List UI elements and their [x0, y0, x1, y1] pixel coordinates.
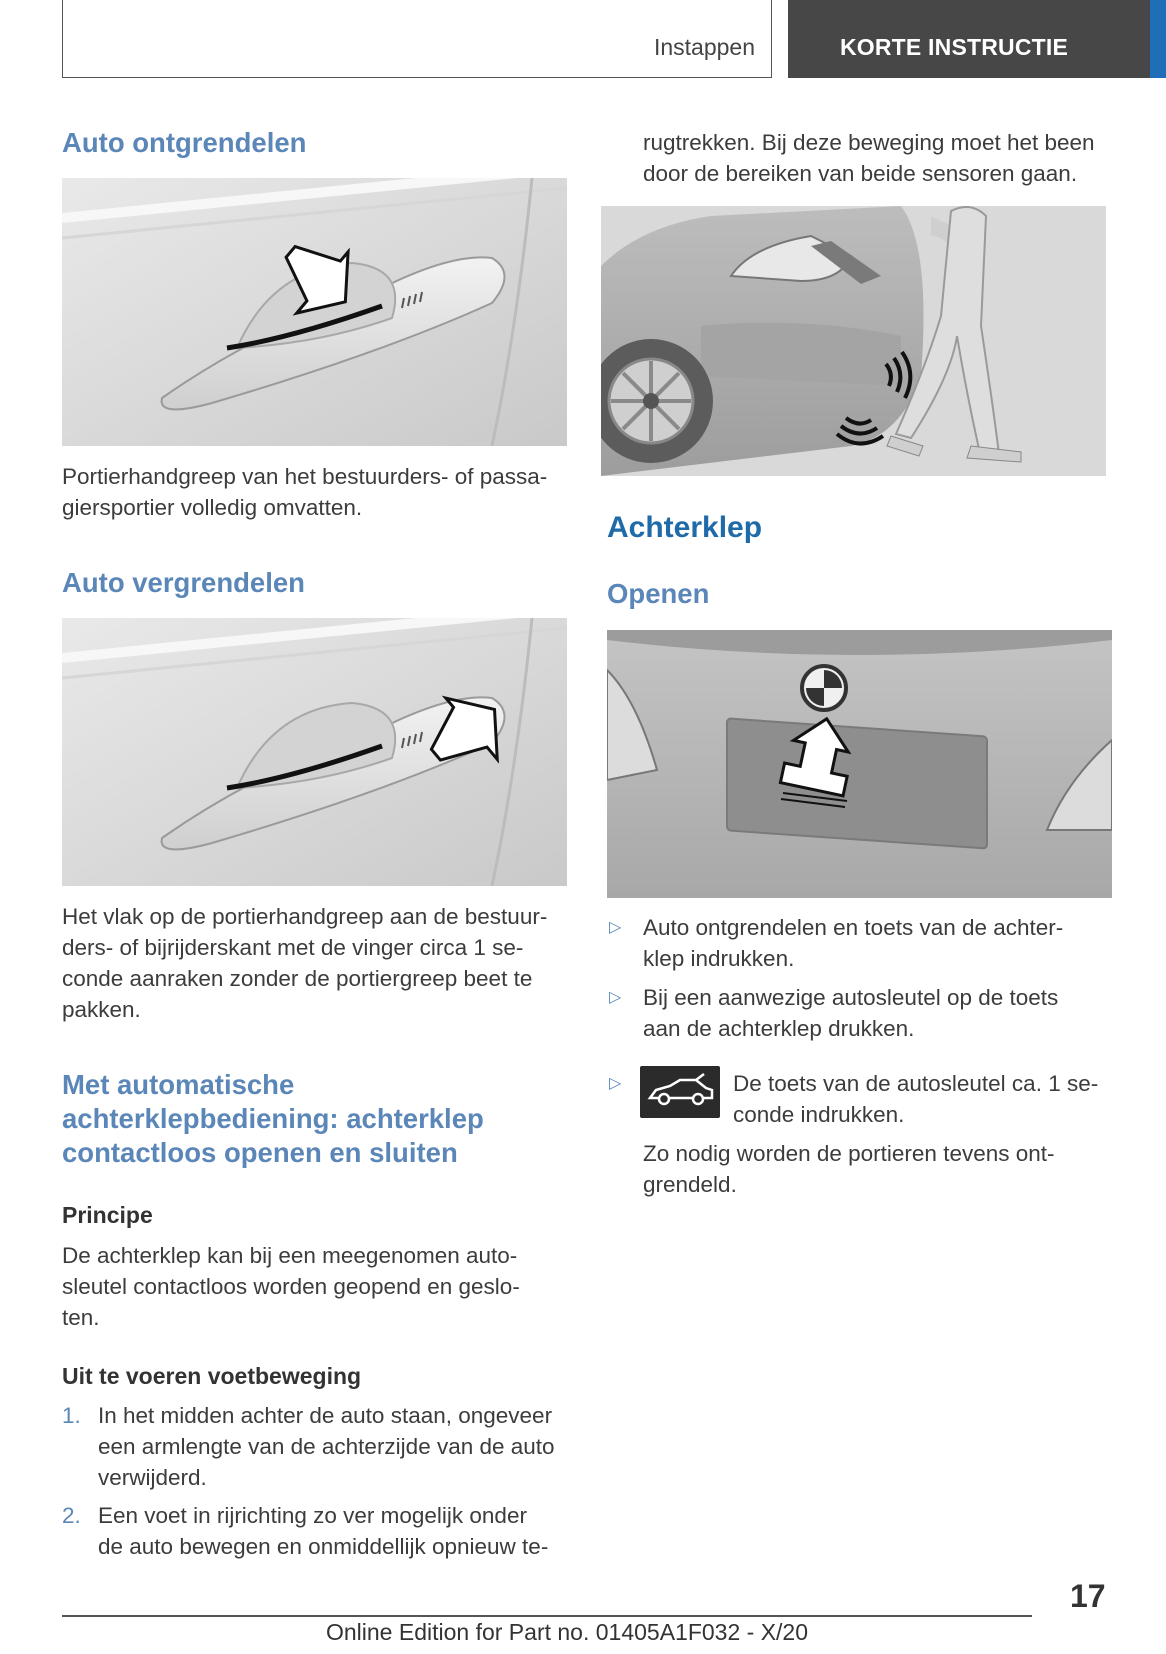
principle-line-1: De achterklep kan bij een meegenomen auto- — [62, 1243, 518, 1268]
principle-title: Principe — [62, 1202, 153, 1228]
principle-line-3: ten. — [62, 1305, 100, 1330]
heading-auto-ontgrendelen: Auto ontgrendelen — [62, 127, 307, 158]
continued-line-1: rugtrekken. Bij deze beweging moet het been — [643, 130, 1095, 155]
unlock-text-line-1: Portierhandgreep van het bestuurders- of passa- — [62, 464, 548, 489]
door-handle-unlock-illustration — [62, 178, 567, 446]
lock-text-line-1: Het vlak op de portierhandgreep aan de bestuur- — [62, 904, 548, 929]
header-section-title: Instappen — [653, 34, 755, 60]
bullet-1-line-1: Auto ontgrendelen en toets van de achter- — [643, 915, 1064, 940]
footer-edition-text: Online Edition for Part no. 01405A1F032 - X/20 — [325, 1619, 809, 1645]
heading-auto-tailgate-line-1: Met automatische — [62, 1069, 295, 1100]
step-1-line-1: In het midden achter de auto staan, ongeveer — [98, 1403, 553, 1428]
car-key-tailgate-icon — [640, 1066, 720, 1118]
bullet-marker-3: ▷ — [609, 1075, 622, 1092]
heading-auto-tailgate-line-2: achterklepbediening: achterklep — [62, 1103, 484, 1134]
foot-movement-under-rear-bumper-illustration — [601, 206, 1106, 476]
step-2-line-1: Een voet in rijrichting zo ver mogelijk onder — [98, 1503, 527, 1528]
heading-openen: Openen — [607, 578, 710, 609]
step-2-number: 2. — [62, 1503, 81, 1528]
heading-auto-vergrendelen: Auto vergrendelen — [62, 567, 305, 598]
tailgate-button-illustration — [607, 630, 1112, 898]
footer-divider — [62, 1615, 1032, 1617]
lock-text-line-3: conde aanraken zonder de portiergreep beet te — [62, 966, 533, 991]
principle-line-2: sleutel contactloos worden geopend en geslo- — [62, 1274, 520, 1299]
after-text-line-2: grendeld. — [643, 1172, 737, 1197]
heading-auto-tailgate-line-3: contactloos openen en sluiten — [62, 1137, 458, 1168]
bullet-marker-1: ▷ — [609, 919, 622, 936]
step-1-line-3: verwijderd. — [98, 1465, 207, 1490]
header-chapter-label: KORTE INSTRUCTIE — [839, 34, 1069, 60]
after-text-line-1: Zo nodig worden de portieren tevens ont- — [643, 1141, 1055, 1166]
header-chapter-tab — [788, 0, 1150, 78]
bullet-1-line-2: klep indrukken. — [643, 946, 795, 971]
step-1-line-2: een armlengte van de achterzijde van de auto — [98, 1434, 555, 1459]
continued-line-2: door de bereiken van beide sensoren gaan. — [643, 161, 1078, 186]
door-handle-lock-illustration — [62, 618, 567, 886]
lock-text-line-4: pakken. — [62, 997, 141, 1022]
key-bullet-line-2: conde indrukken. — [733, 1102, 905, 1127]
step-1-number: 1. — [62, 1403, 81, 1428]
step-2-line-2: de auto bewegen en onmiddellijk opnieuw te- — [98, 1534, 549, 1559]
foot-movement-title: Uit te voeren voetbeweging — [62, 1363, 362, 1389]
heading-achterklep: Achterklep — [607, 511, 763, 544]
page-number: 17 — [1070, 1578, 1106, 1614]
bullet-2-line-1: Bij een aanwezige autosleutel op de toets — [643, 985, 1059, 1010]
bullet-2-line-2: aan de achterklep drukken. — [643, 1016, 915, 1041]
bullet-marker-2: ▷ — [609, 989, 622, 1006]
key-bullet-line-1: De toets van de autosleutel ca. 1 se- — [733, 1071, 1099, 1096]
unlock-text-line-2: giersportier volledig omvatten. — [62, 495, 363, 520]
header-accent-bar — [1150, 0, 1166, 78]
lock-text-line-2: ders- of bijrijderskant met de vinger circa 1 se- — [62, 935, 524, 960]
